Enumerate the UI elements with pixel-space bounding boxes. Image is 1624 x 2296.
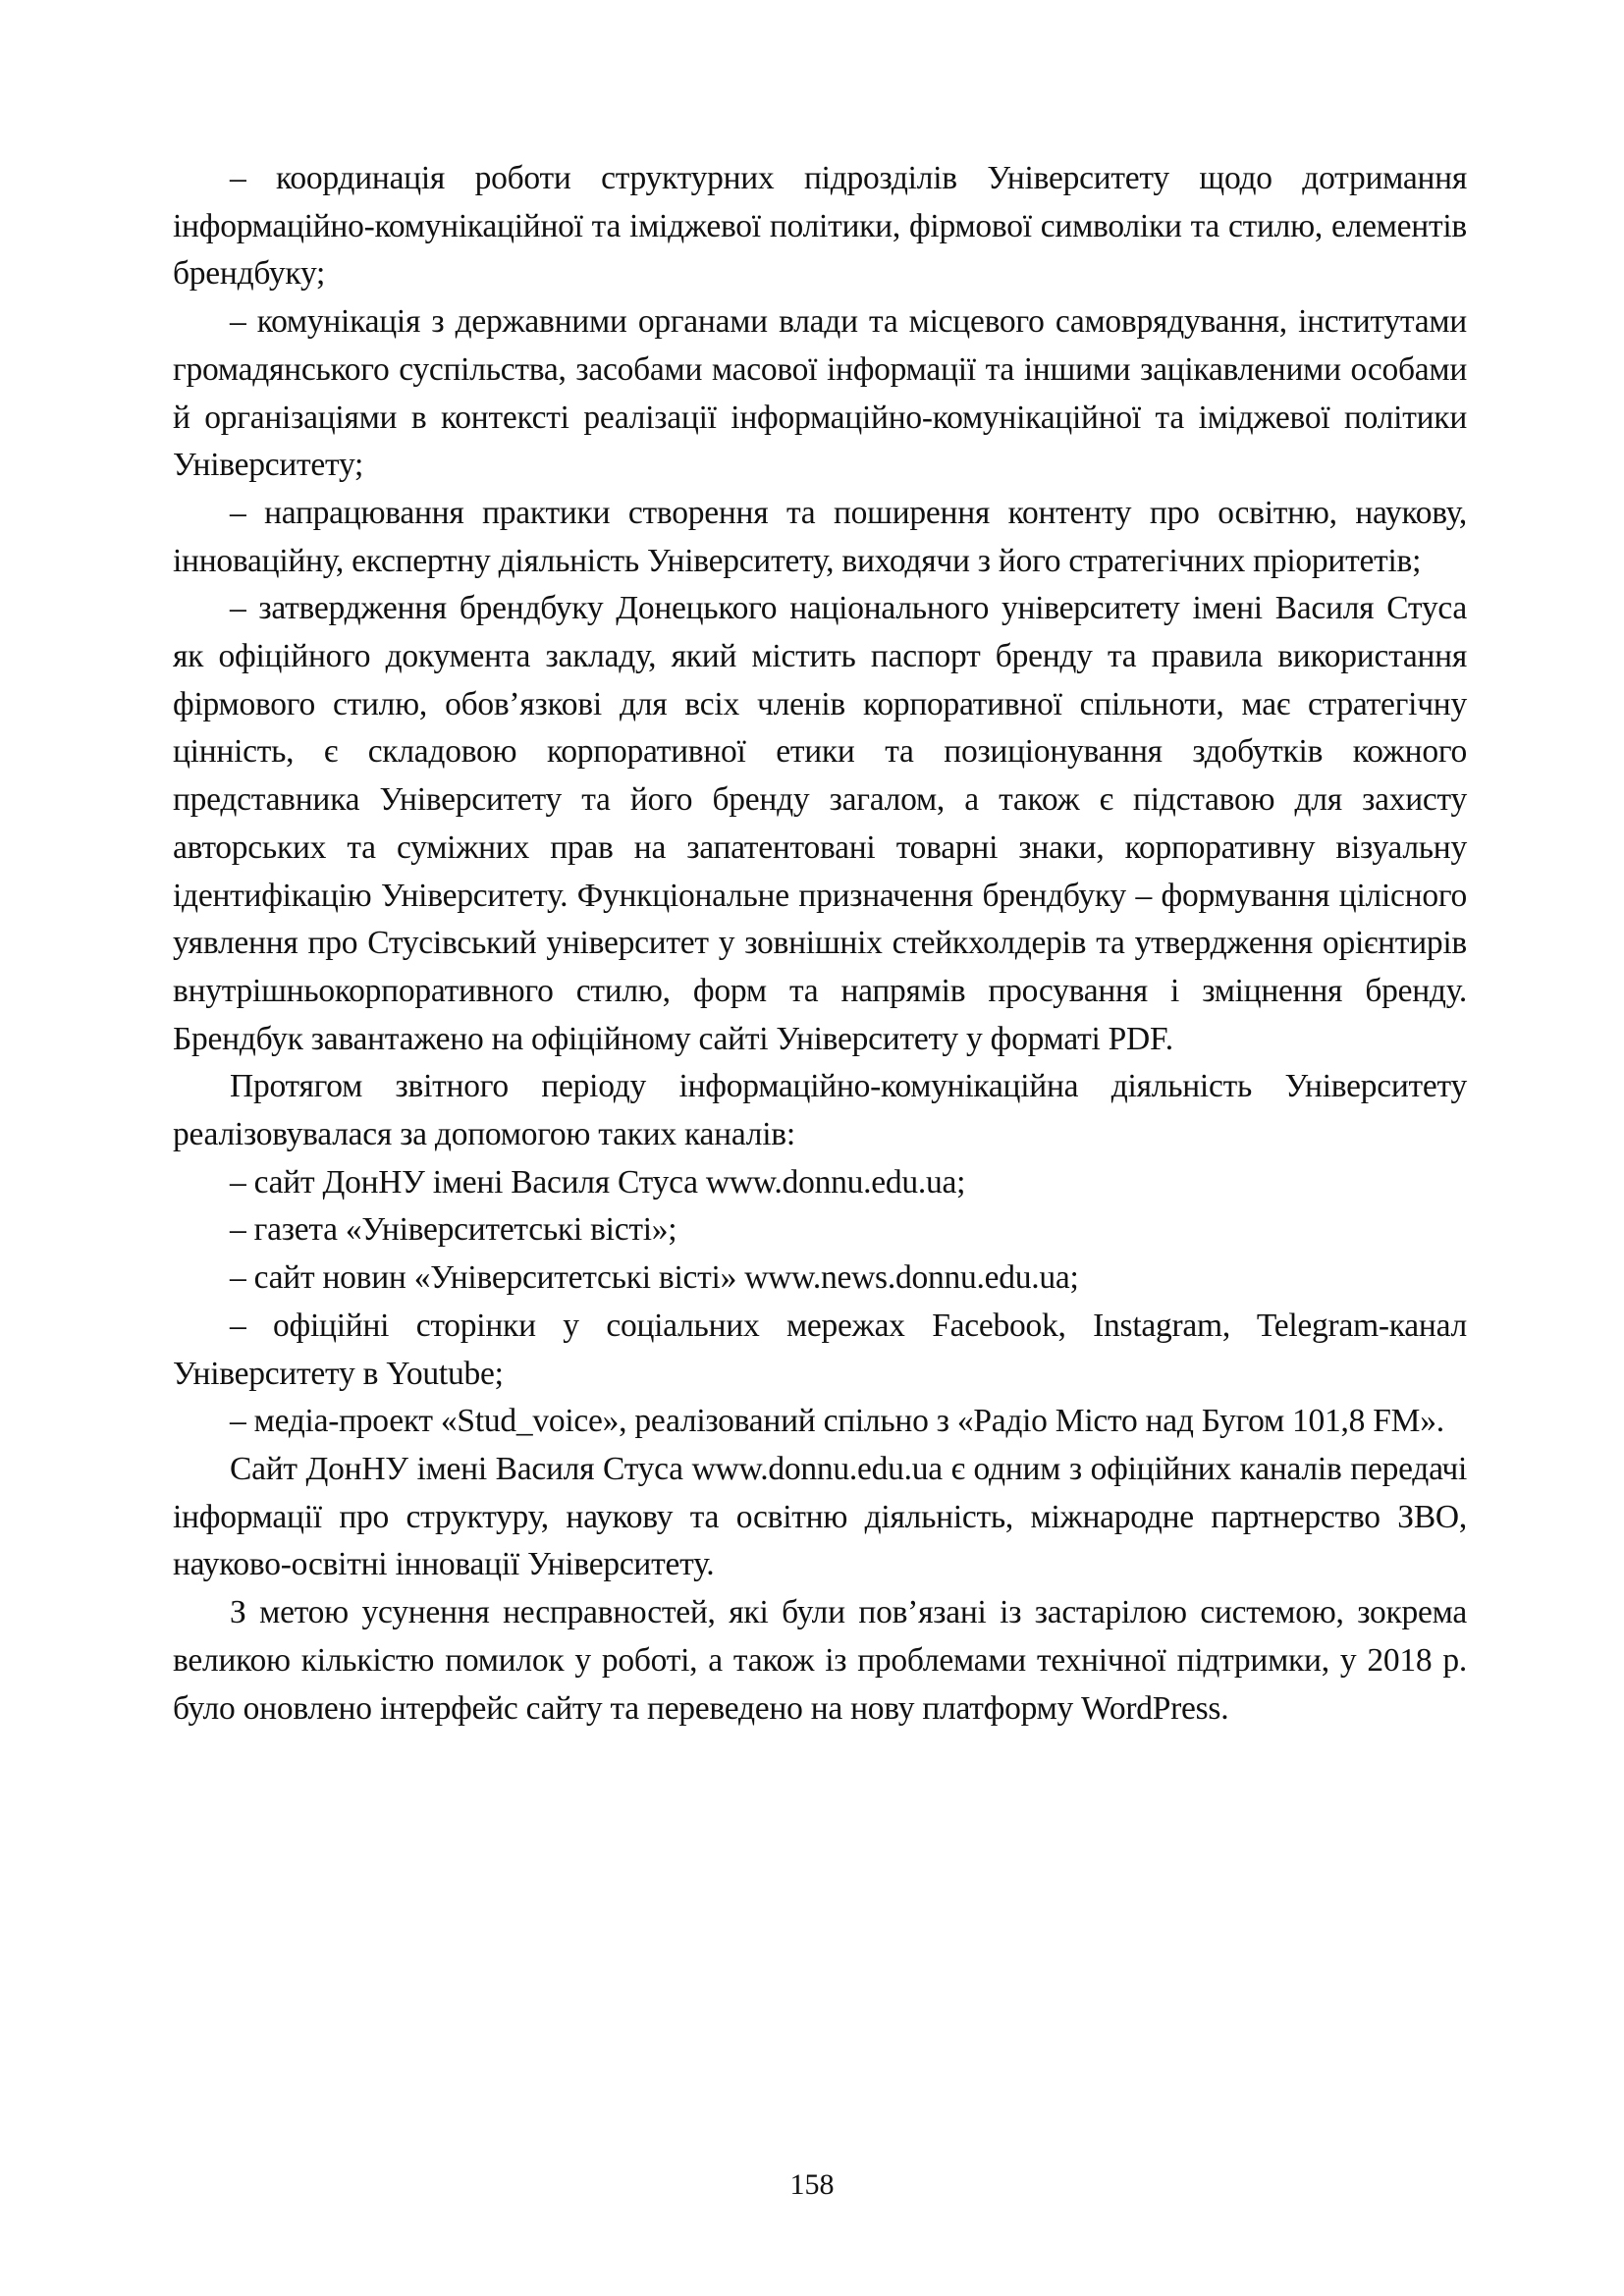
list-item-social-media: – офіційні сторінки у соціальних мережах Facebook, Instagram, Telegram-канал Університету в Youtube; bbox=[173, 1307, 1467, 1392]
paragraph-coordination: – координація роботи структурних підрозділів Університету щодо дотримання інформаційно-комунікаційної та іміджевої політики, фірмової символіки та стилю, елементів брендбуку; bbox=[173, 160, 1467, 293]
document-body bbox=[173, 155, 1467, 1733]
paragraph-content-practice: – напрацювання практики створення та поширення контенту про освітню, наукову, інноваційну, експертну діяльність Університету, виходячи з його стратегічних пріоритетів; bbox=[173, 494, 1467, 579]
list-item-media-project: – медіа-проект «Stud_voice», реалізований спільно з «Радіо Місто над Бугом 101,8 FM». bbox=[230, 1403, 1444, 1440]
paragraph-brandbook: – затвердження брендбуку Донецького національного університету імені Василя Стуса як офіційного документа закладу, який містить паспорт бренду та правила використання фірмового стилю, обов’язкові для всіх членів корпоративної спільноти, має стратегічну цінність, є складовою корпоративної етики та позиціонування здобутків кожного представника Університету та його бренду загалом, а також є підставою для захисту авторських та суміжних прав на запатентовані товарні знаки, корпоративну візуальну ідентифікацію Університету. Функціональне призначення брендбуку – формування цілісного уявлення про Стусівський університет у зовнішніх стейкхолдерів та утвердження орієнтирів внутрішньокорпоративного стилю, форм та напрямів просування і зміцнення бренду. Брендбук завантажено на офіційному сайті Університету у форматі PDF. bbox=[173, 590, 1467, 1057]
list-item-site: – сайт ДонНУ імені Василя Стуса www.donnu.edu.ua; bbox=[230, 1163, 966, 1201]
list-item-news-site: – сайт новин «Університетські вісті» www.news.donnu.edu.ua; bbox=[230, 1259, 1079, 1297]
paragraph-channels-intro: Протягом звітного періоду інформаційно-комунікаційна діяльність Університету реалізовувалася за допомогою таких каналів: bbox=[173, 1068, 1467, 1153]
page-number: 158 bbox=[789, 2168, 835, 2201]
paragraph-site-description: Сайт ДонНУ імені Василя Стуса www.donnu.edu.ua є одним з офіційних каналів передачі інформації про структуру, наукову та освітню діяльність, міжнародне партнерство ЗВО, науково-освітні інновації Університету. bbox=[173, 1450, 1467, 1583]
paragraph-communication: – комунікація з державними органами влади та місцевого самоврядування, інститутами громадянського суспільства, засобами масової інформації та іншими зацікавленими особами й організаціями в контексті реалізації інформаційно-комунікаційної та іміджевої політики Університету; bbox=[173, 303, 1467, 484]
list-item-newspaper: – газета «Університетські вісті»; bbox=[230, 1211, 677, 1249]
paragraph-site-update: З метою усунення несправностей, які були пов’язані із застарілою системою, зокрема великою кількістю помилок у роботі, а також із проблемами технічної підтримки, у 2018 р. було оновлено інтерфейс сайту та переведено на нову платформу WordPress. bbox=[173, 1594, 1467, 1727]
